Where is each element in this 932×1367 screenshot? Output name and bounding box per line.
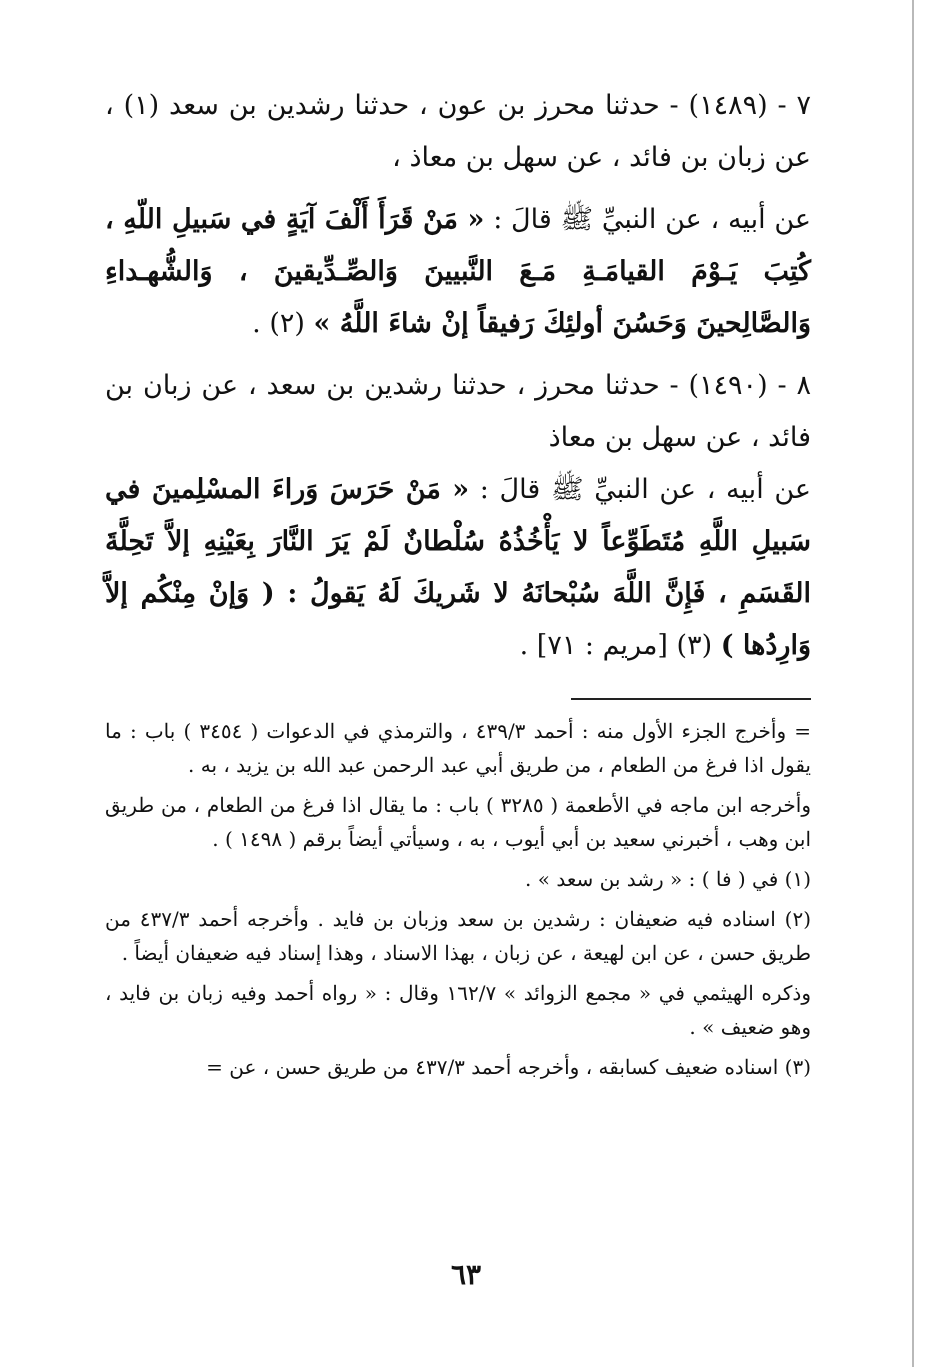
hadith-1489-quote: « مَنْ قَرَأَ أَلْفَ آيَةٍ في سَبيلِ اللّهِ ، كُتِبَ يَـوْمَ القيامَـةِ مَـعَ النَّبيينَ وَالصِّـدِّيقينَ ، وَالشُّهـداءِ وَالصَّالِحينَ وَحَسُنَ أولئِكَ رَفيقاً إنْ شاءَ اللَّهُ » [105,204,811,339]
hadith-1490-intro: عن أبيه ، عن النبيِّ ﷺ قالَ : [479,474,812,505]
hadith-1490-text [105,464,811,672]
hadith-1489-chain: ٧ - (١٤٨٩) - حدثنا محرز بن عون ، حدثنا رشدين بن سعد (١) ، عن زبان بن فائد ، عن سهل بن معاذ ، [105,90,811,173]
hadith-1490-chain: ٨ - (١٤٩٠) - حدثنا محرز ، حدثنا رشدين بن سعد ، عن زبان بن فائد ، عن سهل بن معاذ [105,370,811,453]
footnotes [105,714,811,1084]
page-body [105,80,811,1090]
footnote-2: (٢) اسناده فيه ضعيفان : رشدين بن سعد وزبان بن فايد . وأخرجه أحمد ٤٣٧/٣ من طريق حسن ، عن ابن لهيعة ، عن زبان ، بهذا الاسناد ، وهذا إسناد فيه ضعيفان أيضاً . [105,907,811,965]
footnote-ibn-majah: وأخرجه ابن ماجه في الأطعمة ( ٣٢٨٥ ) باب : ما يقال اذا فرغ من الطعام ، من طريق ابن وهب ، أخبرني سعيد بن أبي أيوب ، به ، وسيأتي أيضاً برقم ( ١٤٩٨ ) . [105,793,811,851]
hadith-1490-ref: (٣) [مريم : ٧١] . [519,630,713,661]
footnote-3: (٣) اسناده ضعيف كسابقه ، وأخرجه أحمد ٤٣٧/٣ من طريق حسن ، عن = [206,1055,811,1079]
hadith-1489-intro: عن أبيه ، عن النبيِّ ﷺ قالَ : [493,204,812,235]
footnote-continuation: = وأخرج الجزء الأول منه : أحمد ٤٣٩/٣ ، والترمذي في الدعوات ( ٣٤٥٤ ) باب : ما يقول اذا فرغ من الطعام ، من طريق أبي عبد الرحمن عبد الله بن يزيد ، به . [105,719,812,777]
hadith-1490-quote: « مَنْ حَرَسَ وَراءَ المسْلِمينَ في سَبيلِ اللَّهِ مُتَطَوِّعاً لا يَأْخُذُهُ سُلْطانٌ لَمْ يَرَ النَّارَ بِعَيْنِهِ إلاَّ تَحِلَّةَ القَسَمِ ، فَإِنَّ اللَّهَ سُبْحانَهُ لا شَريكَ لَهُ يَقولُ : ( وَإنْ مِنْكُم إلاَّ وَارِدُها ) [105,474,811,661]
page-edge-rule [912,0,914,1367]
footnote-1: (١) في ( فا ) : « رشد بن سعد » . [525,867,811,891]
footnote-separator [571,698,811,700]
main-text [105,80,811,672]
page-number: ٦٣ [450,1258,482,1291]
hadith-1489-ref: (٢) . [252,308,305,339]
footnote-2-haythami: وذكره الهيثمي في « مجمع الزوائد » ١٦٢/٧ وقال : « رواه أحمد وفيه زبان بن فايد ، وهو ضعيف » . [105,981,811,1039]
hadith-1489-text [105,194,811,350]
